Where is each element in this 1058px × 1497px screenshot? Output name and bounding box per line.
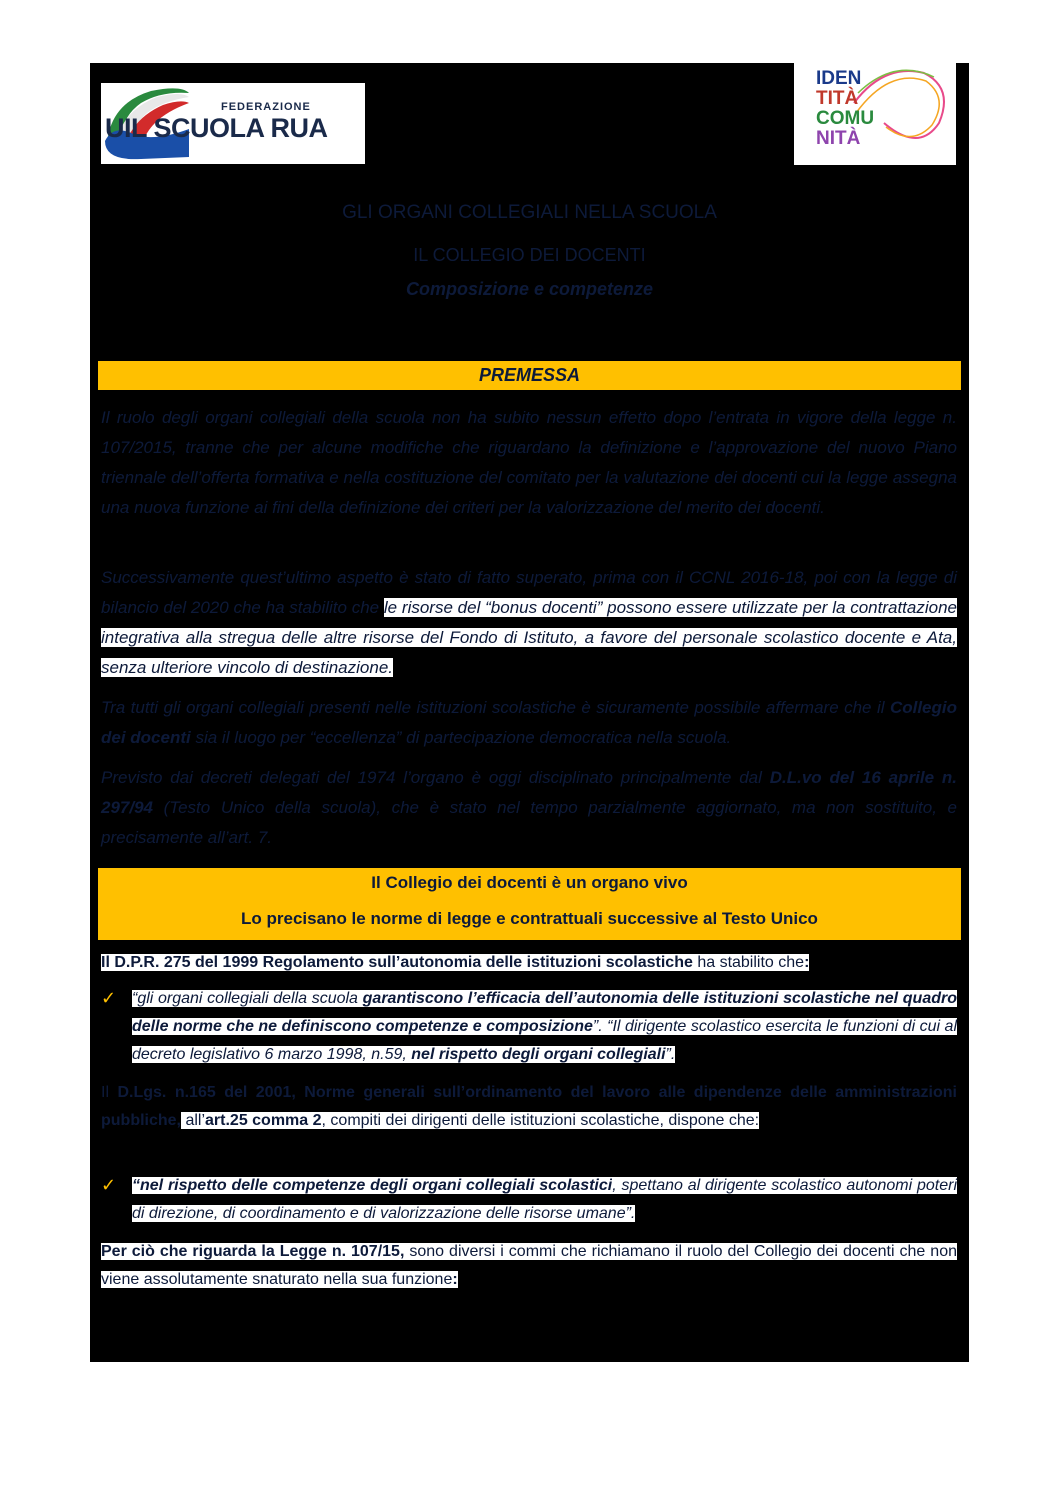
section2-heading-2: Lo precisano le norme di legge e contrattuali successive al Testo Unico — [241, 909, 818, 928]
quote2-text-b: , spettano al dirigente scolastico autonomi poteri di direzione, di coordinamento e di valorizzazione delle risorse umane”. — [132, 1177, 957, 1222]
legge-text-bold: Per ciò che riguarda la Legge n. 107/15, — [101, 1243, 405, 1260]
checkmark-icon-2: ✓ — [101, 1175, 117, 1195]
checkmark-icon: ✓ — [101, 988, 117, 1008]
premessa-paragraph-1: Il ruolo degli organi collegiali della scuola non ha subito nessun effetto dopo l’entrata in vigore della legge n. 107/2015, tranne che per alcune modifiche che riguardano la definizione e l’approvazione del nuovo Piano triennale dell’offerta formativa e nella costituzione del comitato per la valutazione dei docenti cui la legge assegna una nuova funzione ai fini della definizione dei criteri per la valorizzazione del merito dei docenti. — [101, 408, 957, 517]
dlgs-text-e: , compiti dei dirigenti delle istituzioni scolastiche, dispone che: — [321, 1112, 760, 1129]
dpr-text-colon: : — [804, 954, 810, 971]
logo-line-2: TITÀ — [816, 88, 859, 109]
premessa-heading: PREMESSA — [98, 361, 961, 390]
p2-highlighted-text: le risorse del “bonus docenti” possono essere utilizzate per la contrattazione integrativa alla stregua delle altre risorse del Fondo di Istituto, a favore del personale scolastico docente e Ata, senza ulteriore vincolo di destinazione. — [101, 598, 957, 677]
legge-paragraph — [101, 1238, 957, 1294]
p2-text-a: Successivamente quest’ultimo aspetto è stato di fatto superato, prima con il CCNL 2016-18, poi con la legge di bilancio del 2020 che ha stabilito che — [101, 568, 957, 617]
dlgs-text-c: all’ — [181, 1112, 206, 1129]
section2-heading-1: Il Collegio dei docenti è un organo vivo — [371, 873, 688, 892]
p3-text-c: sia il luogo per “eccellenza” di partecipazione democratica nella scuola. — [190, 728, 732, 747]
section2-heading-bar — [98, 868, 961, 940]
dpr-paragraph — [101, 949, 957, 977]
p4-text-c: (Testo Unico della scuola), che è stato nel tempo parzialmente aggiornato, ma non sostituito, e precisamente all’art. 7. — [101, 798, 957, 847]
dpr-text-bold: Il D.P.R. 275 del 1999 Regolamento sull’autonomia delle istituzioni scolastiche — [101, 954, 693, 971]
logo-main-text: UIL SCUOLA RUA — [105, 113, 328, 143]
logo-line-4: NITÀ — [816, 128, 861, 149]
p3-text-a: Tra tutti gli organi collegiali presenti nelle istituzioni scolastiche è sicuramente possibile affermare che il — [101, 698, 890, 717]
quote-2 — [132, 1172, 957, 1228]
quote1-text-e: ”. — [665, 1046, 676, 1063]
identita-comunita-logo — [794, 63, 956, 165]
quote1-text-bold: garantiscono l’efficacia dell’autonomia delle istituzioni scolastiche nel quadro delle norme che ne definiscono competenze e composizione — [132, 990, 957, 1035]
document-title: GLI ORGANI COLLEGIALI NELLA SCUOLA — [342, 202, 717, 223]
premessa-paragraph-4 — [101, 763, 957, 853]
quote1-text-bold-2: nel rispetto degli organi collegiali — [411, 1046, 666, 1063]
dlgs-text-a: Il — [101, 1084, 118, 1101]
quote-1 — [132, 985, 957, 1069]
legge-text-colon: : — [452, 1271, 458, 1288]
logo-line-1: IDEN — [816, 68, 862, 89]
p4-text-a: Previsto dai decreti delegati del 1974 l’organo è oggi disciplinato principalmente dal — [101, 768, 770, 787]
quote2-text-bold: “nel rispetto delle competenze degli organi collegiali scolastici — [132, 1177, 613, 1194]
premessa-paragraph-2 — [101, 563, 957, 683]
quote1-text-c: ”. “Il dirigente scolastico esercita le funzioni di cui al decreto legislativo 6 marzo 1998, n.59, — [132, 1018, 958, 1063]
dpr-text-normal: ha stabilito che — [692, 954, 805, 971]
dlgs-paragraph — [101, 1079, 957, 1135]
legge-text-normal: sono diversi i commi che richiamano il ruolo del Collegio dei docenti che non viene assolutamente snaturato nella sua funzione — [101, 1243, 958, 1288]
uil-scuola-logo — [101, 83, 365, 164]
logo-line-3: COMU — [816, 108, 875, 129]
p4-text-bold: D.L.vo del 16 aprile n. 297/94 — [101, 768, 957, 817]
premessa-paragraph-3 — [101, 693, 957, 753]
dlgs-text-bold: D.Lgs. n.165 del 2001, Norme generali sull’ordinamento del lavoro alle dipendenze delle amministrazioni pubbliche, — [101, 1084, 957, 1129]
quote1-text-a: “gli organi collegiali della scuola — [132, 990, 363, 1007]
p3-text-bold: Collegio dei docenti — [101, 698, 957, 747]
document-subheading: Composizione e competenze — [405, 279, 654, 299]
document-subtitle: IL COLLEGIO DEI DOCENTI — [413, 245, 646, 265]
dlgs-text-bold-2: art.25 comma 2 — [205, 1112, 322, 1129]
logo-federazione-text: FEDERAZIONE — [221, 101, 311, 113]
